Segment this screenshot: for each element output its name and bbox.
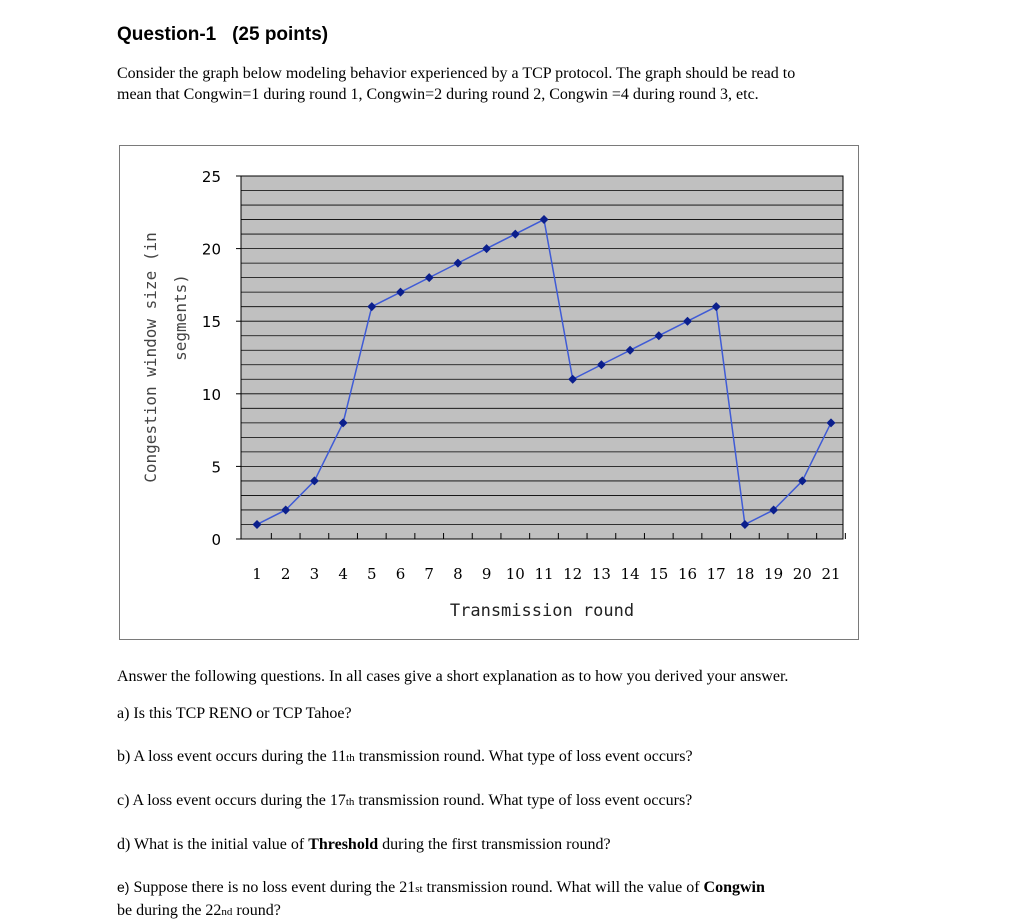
x-tick-label: 5 xyxy=(367,565,377,583)
y-tick-label: 25 xyxy=(201,168,221,186)
x-axis-label: Transmission round xyxy=(449,601,635,621)
plot-area xyxy=(241,176,843,539)
x-tick-label: 13 xyxy=(591,565,611,583)
x-tick-label: 10 xyxy=(505,565,525,583)
y-tick-label: 5 xyxy=(211,458,221,477)
x-tick-label: 17 xyxy=(706,565,726,583)
y-axis-label-line-1: Congestion window size (in xyxy=(141,232,160,483)
y-tick-label: 0 xyxy=(211,531,221,549)
x-tick-label: 14 xyxy=(620,565,640,583)
question-heading xyxy=(117,24,328,46)
x-tick-label: 21 xyxy=(821,565,841,583)
intro-line-1: Consider the graph below modeling behavior experienced by a TCP protocol. The graph should be read to xyxy=(117,65,796,82)
x-tick-label: 18 xyxy=(735,565,755,583)
y-axis-label-line-2: segments) xyxy=(171,274,190,361)
y-tick-label: 10 xyxy=(201,385,221,404)
question-c: c) A loss event occurs during the 17th transmission round. What type of loss event occurs? xyxy=(117,792,693,809)
question-number: Question-1 xyxy=(117,24,217,45)
x-tick-label: 9 xyxy=(481,565,492,583)
congestion-window-chart xyxy=(119,145,859,640)
x-tick-label: 4 xyxy=(338,565,348,583)
x-tick-label: 16 xyxy=(677,565,698,583)
question-e: e) Suppose there is no loss event during the 21st transmission round. What will the value of Congwin be during the 22nd round? xyxy=(117,879,765,919)
answer-instructions: Answer the following questions. In all cases give a short explanation as to how you derived your answer. xyxy=(117,668,789,685)
question-points: (25 points) xyxy=(232,24,329,45)
intro-paragraph xyxy=(117,63,917,105)
question-d: d) What is the initial value of Threshold during the first transmission round? xyxy=(117,836,611,853)
x-tick-label: 7 xyxy=(424,565,434,583)
x-tick-label: 3 xyxy=(309,565,320,583)
x-tick-label: 19 xyxy=(764,565,784,583)
x-tick-label: 15 xyxy=(649,565,669,583)
x-tick-label: 1 xyxy=(252,565,262,583)
x-tick-label: 11 xyxy=(534,565,554,583)
intro-line-2: mean that Congwin=1 during round 1, Congwin=2 during round 2, Congwin =4 during round 3, etc. xyxy=(117,86,759,103)
x-tick-label: 2 xyxy=(280,565,291,583)
y-tick-label: 20 xyxy=(201,240,221,259)
chart-svg xyxy=(120,146,860,641)
x-tick-label: 8 xyxy=(453,565,463,583)
y-tick-label: 15 xyxy=(201,313,221,332)
x-tick-label: 12 xyxy=(563,565,583,583)
x-tick-label: 6 xyxy=(395,565,406,583)
question-a: a) Is this TCP RENO or TCP Tahoe? xyxy=(117,705,352,722)
question-b: b) A loss event occurs during the 11th transmission round. What type of loss event occurs? xyxy=(117,748,693,765)
x-tick-label: 20 xyxy=(792,565,812,583)
